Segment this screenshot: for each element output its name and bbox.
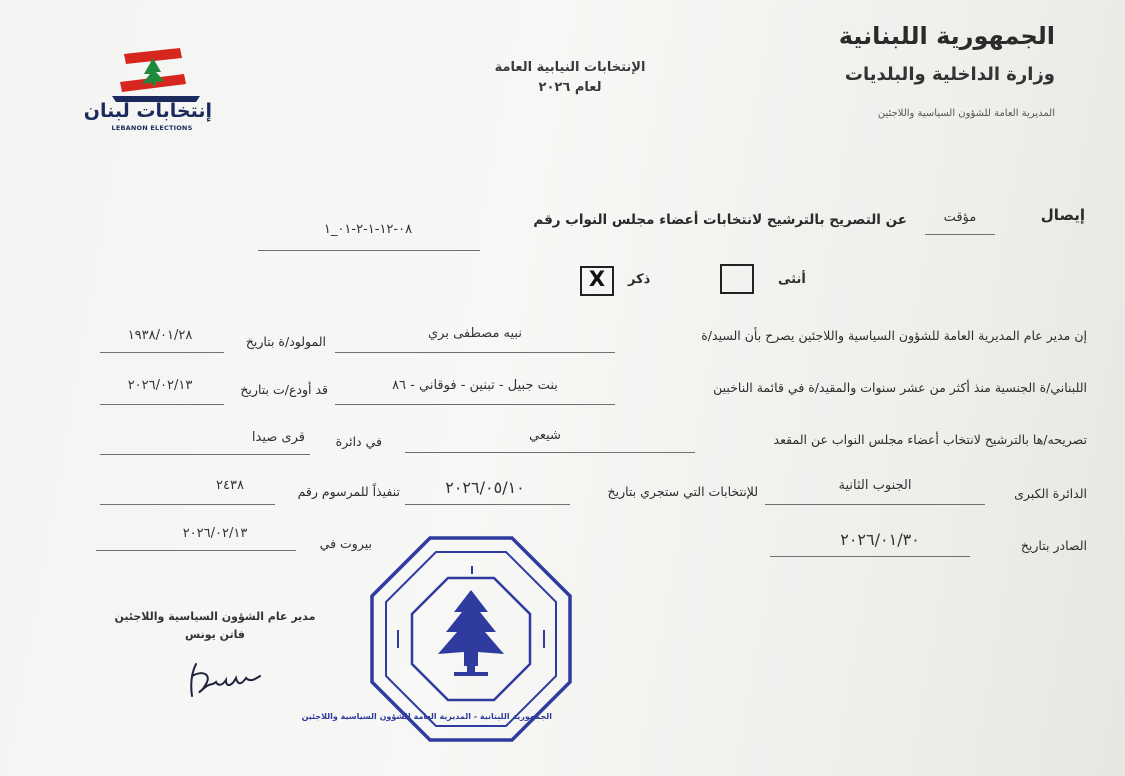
major-district-line [765,504,985,505]
logo-text-ar: إنتخابات لبنان [83,100,212,122]
decree-number: ٢٤٣٨ [216,478,244,493]
male-label: ذكر [628,272,651,287]
born-label: المولود/ة بتاريخ [245,334,326,349]
decree-number-line [100,504,275,505]
logo-text-en: LEBANON ELECTIONS [111,124,193,132]
deposit-date: ٢٠٢٦/٠٢/١٣ [127,378,193,393]
receipt-type: مؤقت [943,210,977,225]
deposit-date-line [100,404,224,405]
seat-line [405,452,695,453]
election-date-line [405,504,570,505]
major-district-value: الجنوب الثانية [838,478,912,493]
registry-line [335,404,615,405]
candidate-name-line [335,352,615,353]
male-checkbox[interactable] [580,266,614,296]
elections-year: لعام ٢٠٢٦ [538,80,602,95]
elections-on-label: للإنتخابات التي ستجري بتاريخ [607,484,758,499]
receipt-number-line [258,250,480,251]
stamp-text: الجمهورية اللبنانية - المديرية العامة للشؤون السياسية واللاجئين [301,712,552,721]
district-line [100,454,310,455]
beirut-date: ٢٠٢٦/٠٢/١٣ [182,526,248,541]
election-date: ٢٠٢٦/٠٥/١٠ [445,478,525,497]
beirut-label: بيروت في [319,536,372,551]
signature-scribble [182,656,272,704]
receipt-type-line [925,234,995,235]
row2-text: اللبناني/ة الجنسية منذ أكثر من عشر سنوات والمقيد/ة في قائمة الناخبين [713,380,1087,395]
signatory-name: فاتن يونس [185,628,245,641]
female-label: أنثى [778,272,806,287]
issued-label: الصادر بتاريخ [1020,538,1087,553]
major-district-label: الدائرة الكبرى [1014,486,1087,501]
birth-date: ١٩٣٨/٠١/٢٨ [127,328,193,343]
elections-title: الإنتخابات النيابية العامة [494,60,646,75]
deposited-label: قد أودع/ت بتاريخ [240,382,328,397]
row1-intro: إن مدير عام المديرية العامة للشؤون السياسية واللاجئين يصرح بأن السيد/ة [701,328,1087,343]
receipt-title: عن التصريح بالترشيح لانتخابات أعضاء مجلس النواب رقم [533,212,907,228]
row3-text: تصريحه/ها بالترشيح لانتخاب أعضاء مجلس النواب عن المقعد [773,432,1087,447]
registry-value: بنت جبيل - تبنين - فوقاني - ٨٦ [392,378,558,393]
seat-value: شيعي [529,428,561,443]
receipt-number: ٠٨-١٢-١-٢-٠١_١ [323,222,413,237]
male-check-mark: X [588,267,606,291]
issued-date-line [770,556,970,557]
republic-title: الجمهورية اللبنانية [838,22,1055,50]
birth-date-line [100,352,224,353]
lebanon-elections-logo [83,44,222,144]
district-label: في دائرة [335,434,382,449]
female-checkbox[interactable] [720,264,754,294]
issued-date: ٢٠٢٦/٠١/٣٠ [840,530,920,549]
logo-ballot-icon [92,44,222,108]
receipt-label: إيصال [1040,206,1085,224]
directorate-title: المديرية العامة للشؤون السياسية واللاجئين [877,108,1055,119]
ministry-title: وزارة الداخلية والبلديات [844,64,1055,85]
decree-label: تنفيذاً للمرسوم رقم [297,484,400,499]
beirut-date-line [96,550,296,551]
signatory-title: مدير عام الشؤون السياسية واللاجئين [114,610,316,623]
candidate-name: نبيه مصطفى بري [428,326,522,341]
district-value: قرى صيدا [251,430,305,445]
